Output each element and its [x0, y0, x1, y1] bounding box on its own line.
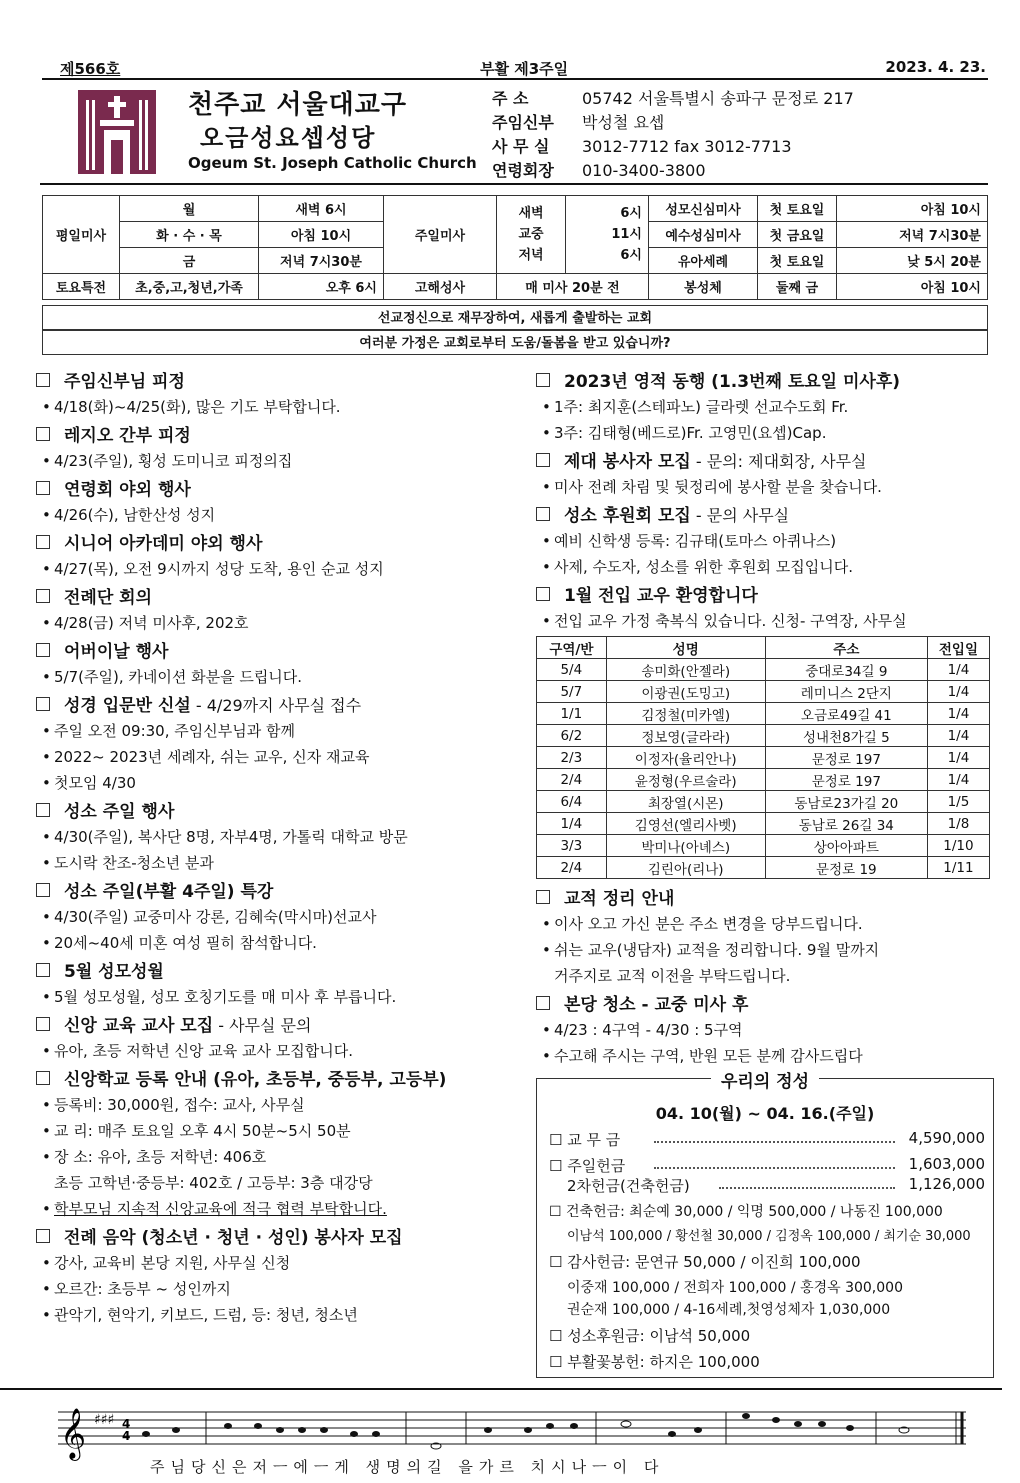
mass-schedule-table: 평일미사 월 새벽 6시 주일미사 새벽 교중 저녁 6시 11시 6시 성모신심미사 첫 토요일 아침 10시 화 · 수 · 목 아침 10시 예수성심미사 첫 금요일 저녁 7시30분 금 저녁 7시30분 유아세례 첫 토요일 낮 5시 20분 토요특전 초,중,고,청년,가족 오후 6시 고해성사 매 미사 20분 전 봉성체 둘째 금 아침 10시	[42, 195, 988, 300]
issue-number: 제566호	[60, 60, 121, 78]
parish-question: 여러분 가정은 교회로부터 도움/돌봄을 받고 있습니까?	[42, 330, 988, 355]
new-parishioners-table	[536, 636, 990, 879]
checkbox-icon	[36, 1071, 50, 1085]
notice-item: • 교 리: 매주 토요일 오후 4시 50분~5시 50분	[42, 1122, 351, 1140]
checkbox-icon	[36, 589, 50, 603]
notice-item: • 4/30(주일), 복사단 8명, 자부4명, 가톨릭 대학교 방문	[42, 828, 408, 846]
notice-title: 레지오 간부 피정	[36, 424, 518, 448]
table-row: 2/4 김린아(리나) 문정로 19 1/11	[537, 857, 990, 879]
table-row: 2/3 이정자(율리안나) 문정로 197 1/4	[537, 747, 990, 769]
notice-item: • 2022~ 2023년 세례자, 쉬는 교우, 신자 재교육	[42, 748, 370, 766]
bulletin-date: 2023. 4. 23.	[885, 58, 986, 76]
notice-title: 어버이날 행사	[36, 640, 518, 664]
offering-period: 04. 10(월) ~ 04. 16.(주일)	[655, 1104, 875, 1123]
offering-box	[536, 1072, 994, 1378]
notice-title: 2023년 영적 동행 (1.3번째 토요일 미사후)	[536, 370, 1002, 394]
notice-title: 1월 전입 교우 환영합니다	[536, 584, 1002, 608]
svg-text:♯♯♯: ♯♯♯	[94, 1412, 115, 1428]
easter-flower-offering: ☐ 부활꽃봉헌: 하지은 100,000	[549, 1353, 760, 1371]
offering-title: 우리의 정성	[537, 1067, 993, 1092]
notice-item: • 오르간: 초등부 ~ 성인까지	[42, 1280, 231, 1298]
notice-title: 연령회 야외 행사	[36, 478, 518, 502]
notice-item: • 20세~40세 미혼 여성 필히 참석합니다.	[42, 934, 317, 952]
table-row: 3/3 박미나(아녜스) 상아아파트 1/10	[537, 835, 990, 857]
notice-item: • 미사 전례 차림 및 뒷정리에 봉사할 분을 찾습니다.	[542, 478, 882, 496]
checkbox-icon	[536, 453, 550, 467]
header-divider	[40, 183, 988, 185]
checkbox-icon	[36, 963, 50, 977]
checkbox-icon	[536, 373, 550, 387]
notice-title: 전례단 회의	[36, 586, 518, 610]
checkbox-icon	[536, 587, 550, 601]
right-column-notices	[536, 366, 1002, 1069]
notice-title: 본당 청소 - 교중 미사 후	[536, 993, 1002, 1017]
notice-title: 신앙학교 등록 안내 (유아, 초등부, 중등부, 고등부)	[36, 1068, 518, 1092]
notice-item: • 쉬는 교우(냉담자) 교적을 정리합니다. 9월 말까지	[542, 941, 880, 959]
checkbox-icon	[36, 1017, 50, 1031]
notice-item: • 수고해 주시는 구역, 반원 모든 분께 감사드립다	[542, 1047, 863, 1065]
notice-item: • 등록비: 30,000원, 접수: 교사, 사무실	[42, 1096, 305, 1114]
notice-item: • 강사, 교육비 본당 지원, 사무실 신청	[42, 1254, 291, 1272]
offering-row: ☐ 교 무 금 4,590,000	[549, 1129, 985, 1149]
notice-title: 전례 음악 (청소년 · 청년 · 성인) 봉사자 모집	[36, 1226, 518, 1250]
thanks-offering-cont: 이중재 100,000 / 전희자 100,000 / 홍경옥 300,000	[567, 1280, 903, 1296]
building-fund-cont: 이남석 100,000 / 황선철 30,000 / 김정옥 100,000 / 최기순 30,000	[567, 1229, 971, 1244]
table-row: 6/4 최장열(시몬) 동남로23가길 20 1/5	[537, 791, 990, 813]
notice-item: • 4/30(주일) 교중미사 강론, 김혜숙(막시마)선교사	[42, 908, 377, 926]
checkbox-icon	[36, 697, 50, 711]
notice-title: 제대 봉사자 모집 - 문의: 제대회장, 사무실	[536, 450, 1002, 474]
info-funeral-head: 연령회장 010-3400-3800	[492, 161, 706, 180]
checkbox-icon	[36, 1229, 50, 1243]
parish-title: 오금성요셉성당	[200, 124, 377, 152]
notice-item: • 도시락 찬조-청소년 분과	[42, 854, 214, 872]
notice-item: • 첫모임 4/30	[42, 774, 136, 792]
notice-item: • 4/18(화)~4/25(화), 많은 기도 부탁합니다.	[42, 398, 341, 416]
table-header: 전입일	[927, 637, 989, 659]
info-office: 사 무 실 3012-7712 fax 3012-7713	[492, 137, 792, 156]
table-header: 성명	[606, 637, 765, 659]
thanks-offering-cont: 권순재 100,000 / 4-16세례,첫영성체자 1,030,000	[567, 1302, 891, 1318]
left-column-notices	[36, 366, 518, 1328]
notice-title: 성소 주일(부활 4주일) 특강	[36, 880, 518, 904]
parish-motto: 선교정신으로 재무장하여, 새롭게 출발하는 교회	[42, 305, 988, 330]
table-row: 6/2 정보영(글라라) 성내천8가길 5 1/4	[537, 725, 990, 747]
notice-item: • 3주: 김태형(베드로)Fr. 고영민(요셉)Cap.	[542, 424, 827, 442]
notice-item-continued: 거주지로 교적 이전을 부탁드립니다.	[554, 967, 791, 985]
offering-row: 2차헌금(건축헌금) 1,126,000	[567, 1175, 985, 1195]
table-header: 구역/반	[537, 637, 607, 659]
table-row: 5/4 송미화(안젤라) 중대로34길 9 1/4	[537, 659, 990, 681]
svg-text:𝄞: 𝄞	[60, 1408, 87, 1459]
offering-row: ☐ 주일헌금 1,603,000	[549, 1155, 985, 1175]
notice-title: 성경 입문반 신설 - 4/29까지 사무실 접수	[36, 694, 518, 718]
notice-item: • 유아, 초등 저학년 신앙 교육 교사 모집합니다.	[42, 1042, 353, 1060]
svg-text:4: 4	[122, 1417, 131, 1431]
notice-item: • 5/7(주일), 카네이션 화분을 드립니다.	[42, 668, 303, 686]
checkbox-icon	[36, 535, 50, 549]
notice-item: • 예비 신학생 등록: 김규태(토마스 아퀴나스)	[542, 532, 837, 550]
notice-title: 5월 성모성월	[36, 960, 518, 984]
checkbox-icon	[36, 883, 50, 897]
checkbox-icon	[36, 803, 50, 817]
checkbox-icon	[36, 481, 50, 495]
notice-item: • 4/26(수), 남한산성 성지	[42, 506, 216, 524]
thanks-offering: ☐ 감사헌금: 문연규 50,000 / 이진희 100,000	[549, 1253, 861, 1271]
info-address: 주 소 05742 서울특별시 송파구 문정로 217	[492, 89, 854, 108]
notice-title: 시니어 아카데미 야외 행사	[36, 532, 518, 556]
notice-item: • 관악기, 현악기, 키보드, 드럼, 등: 청년, 청소년	[42, 1306, 358, 1324]
notice-item: • 4/27(목), 오전 9시까지 성당 도착, 용인 순교 성지	[42, 560, 384, 578]
info-pastor: 주임신부 박성철 요셉	[492, 113, 665, 132]
notice-item: • 1주: 최지훈(스테파노) 글라렛 선교수도회 Fr.	[542, 398, 849, 416]
checkbox-icon	[36, 373, 50, 387]
table-row: 2/4 윤정형(우르술라) 문정로 197 1/4	[537, 769, 990, 791]
music-staff-icon	[58, 1402, 968, 1462]
notice-item: • 4/23 : 4구역 - 4/30 : 5구역	[542, 1021, 743, 1039]
hymn-lyrics: 주님당신은저ㅡ에ㅡ게 생명의길 을가르 치시나ㅡ이 다	[150, 1458, 665, 1476]
footer-divider	[0, 1388, 1002, 1390]
svg-text:4: 4	[122, 1429, 131, 1443]
table-row: 5/7 이광권(도밍고) 레미니스 2단지 1/4	[537, 681, 990, 703]
table-header: 주소	[765, 637, 927, 659]
checkbox-icon	[36, 427, 50, 441]
vocation-offering: ☐ 성소후원금: 이남석 50,000	[549, 1327, 751, 1345]
top-bar	[42, 56, 988, 80]
notice-item-continued: 초등 고학년·중등부: 402호 / 고등부: 3층 대강당	[54, 1174, 373, 1192]
notice-item: • 5월 성모성월, 성모 호칭기도를 매 미사 후 부릅니다.	[42, 988, 397, 1006]
archdiocese-title: 천주교 서울대교구	[188, 90, 407, 120]
checkbox-icon	[536, 507, 550, 521]
notice-title: 신앙 교육 교사 모집 - 사무실 문의	[36, 1014, 518, 1038]
table-row: 1/4 김영선(엘리사벳) 동남로 26길 34 1/8	[537, 813, 990, 835]
notice-item: • 사제, 수도자, 성소를 위한 후원회 모집입니다.	[542, 558, 853, 576]
notice-item: • 4/28(금) 저녁 미사후, 202호	[42, 614, 249, 632]
checkbox-icon	[36, 643, 50, 657]
notice-title: 주임신부님 피정	[36, 370, 518, 394]
notice-title: 성소 주일 행사	[36, 800, 518, 824]
checkbox-icon	[536, 890, 550, 904]
notice-title: 성소 후원회 모집 - 문의 사무실	[536, 504, 1002, 528]
checkbox-icon	[536, 996, 550, 1010]
building-fund: ☐ 건축헌금: 최순예 30,000 / 익명 500,000 / 나동진 100,000	[549, 1204, 943, 1220]
parish-english-title: Ogeum St. Joseph Catholic Church	[188, 154, 477, 172]
notice-item: • 이사 오고 가신 분은 주소 변경을 당부드립니다.	[542, 915, 863, 933]
notice-item: • 학부모님 지속적 신앙교육에 적극 협력 부탁합니다.	[42, 1200, 387, 1218]
notice-item: • 주일 오전 09:30, 주임신부님과 함께	[42, 722, 295, 740]
notice-title: 교적 정리 안내	[536, 887, 1002, 911]
notice-item: • 장 소: 유아, 초등 저학년: 406호	[42, 1148, 267, 1166]
table-row: 1/1 김정철(미카엘) 오금로49길 41 1/4	[537, 703, 990, 725]
notice-item: • 4/23(주일), 횡성 도미니코 피정의집	[42, 452, 293, 470]
liturgical-season: 부활 제3주일	[480, 60, 569, 78]
notice-item: • 전입 교우 가정 축복식 있습니다. 신청- 구역장, 사무실	[542, 612, 907, 630]
church-logo-icon	[78, 90, 156, 174]
